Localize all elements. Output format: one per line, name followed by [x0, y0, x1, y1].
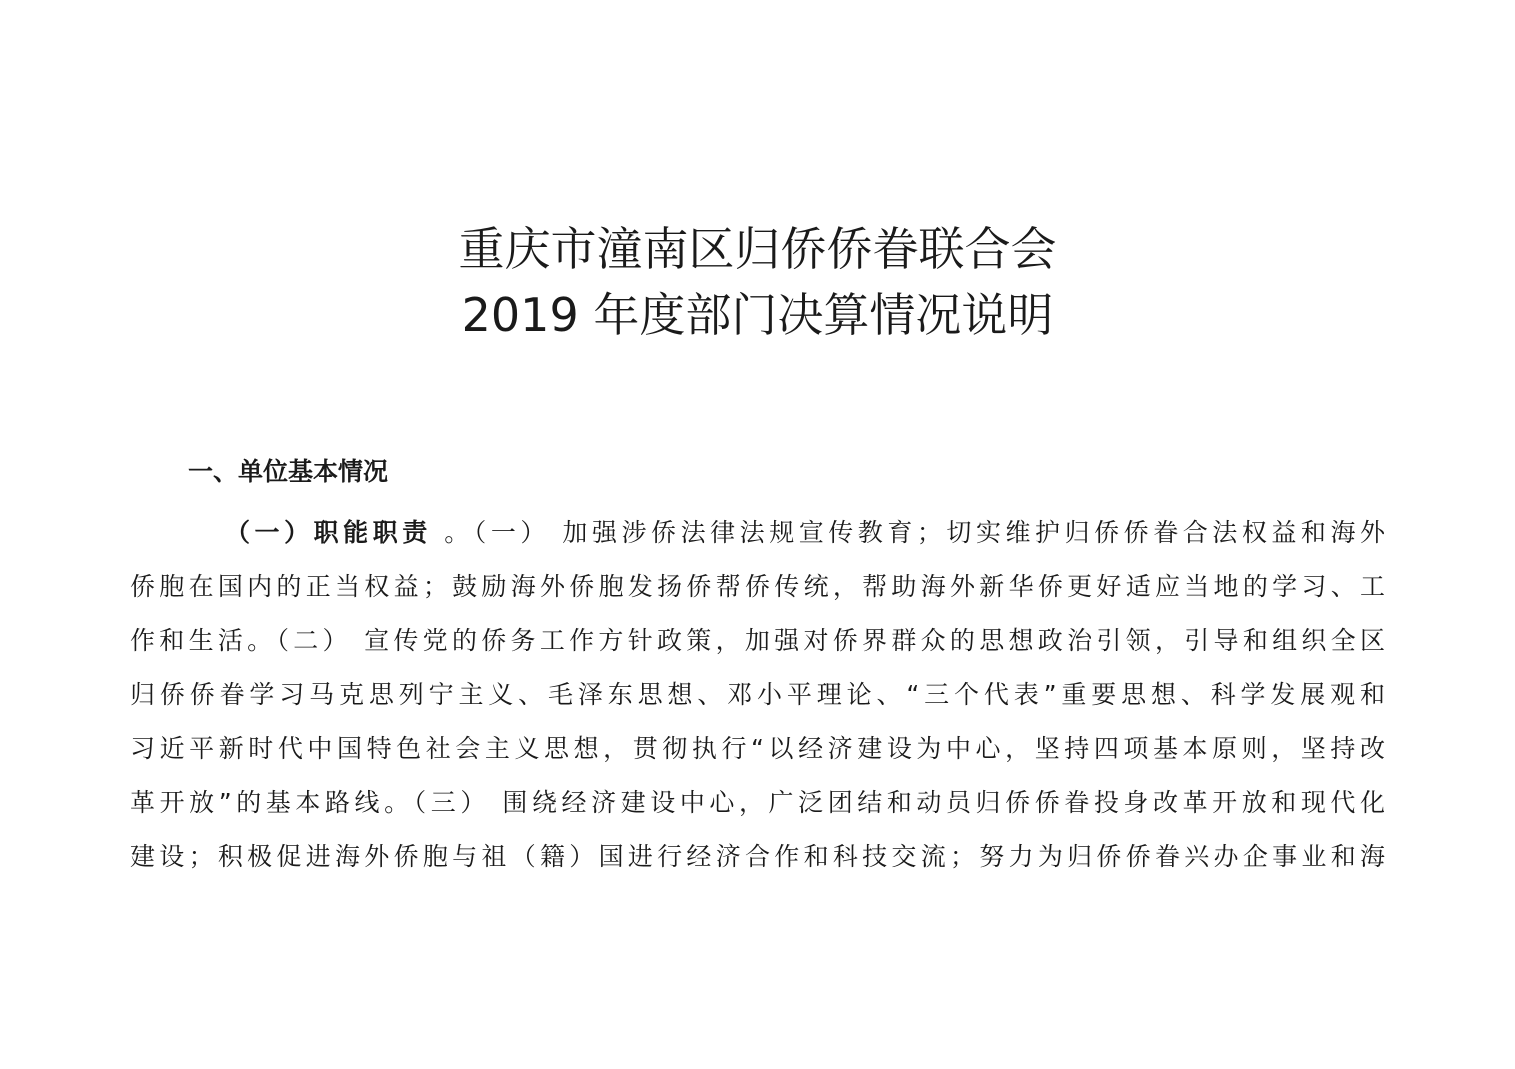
paragraph-line: 革开放”的基本路线。（三） 围绕经济建设中心，广泛团结和动员归侨侨眷投身改革开放和现代化: [130, 788, 1385, 817]
paragraph-line: 侨胞在国内的正当权益；鼓励海外侨胞发扬侨帮侨传统，帮助海外新华侨更好适应当地的学习、工: [130, 572, 1385, 601]
document-title: [0, 216, 1515, 348]
title-line-2: 2019 年度部门决算情况说明: [461, 288, 1054, 342]
paragraph-line: 作和生活。（二） 宣传党的侨务工作方针政策，加强对侨界群众的思想政治引领，引导和组织全区: [130, 626, 1385, 655]
title-line-1: 重庆市潼南区归侨侨眷联合会: [458, 222, 1057, 276]
paragraph-lead: （一）职能职责: [225, 518, 432, 547]
paragraph-line: 归侨侨眷学习马克思列宁主义、毛泽东思想、邓小平理论、“三个代表”重要思想、科学发展观和: [130, 680, 1385, 709]
paragraph-line: 习近平新时代中国特色社会主义思想，贯彻执行“以经济建设为中心，坚持四项基本原则，坚持改: [130, 734, 1385, 763]
section-heading-basic-info: 一、单位基本情况: [188, 457, 389, 486]
paragraph-functions: [130, 506, 1385, 884]
paragraph-line: [130, 506, 1385, 560]
paragraph-line-text: 。（一） 加强涉侨法律法规宣传教育；切实维护归侨侨眷合法权益和海外: [431, 518, 1385, 547]
paragraph-line: 建设；积极促进海外侨胞与祖（籍）国进行经济合作和科技交流；努力为归侨侨眷兴办企事业和海: [130, 842, 1385, 871]
